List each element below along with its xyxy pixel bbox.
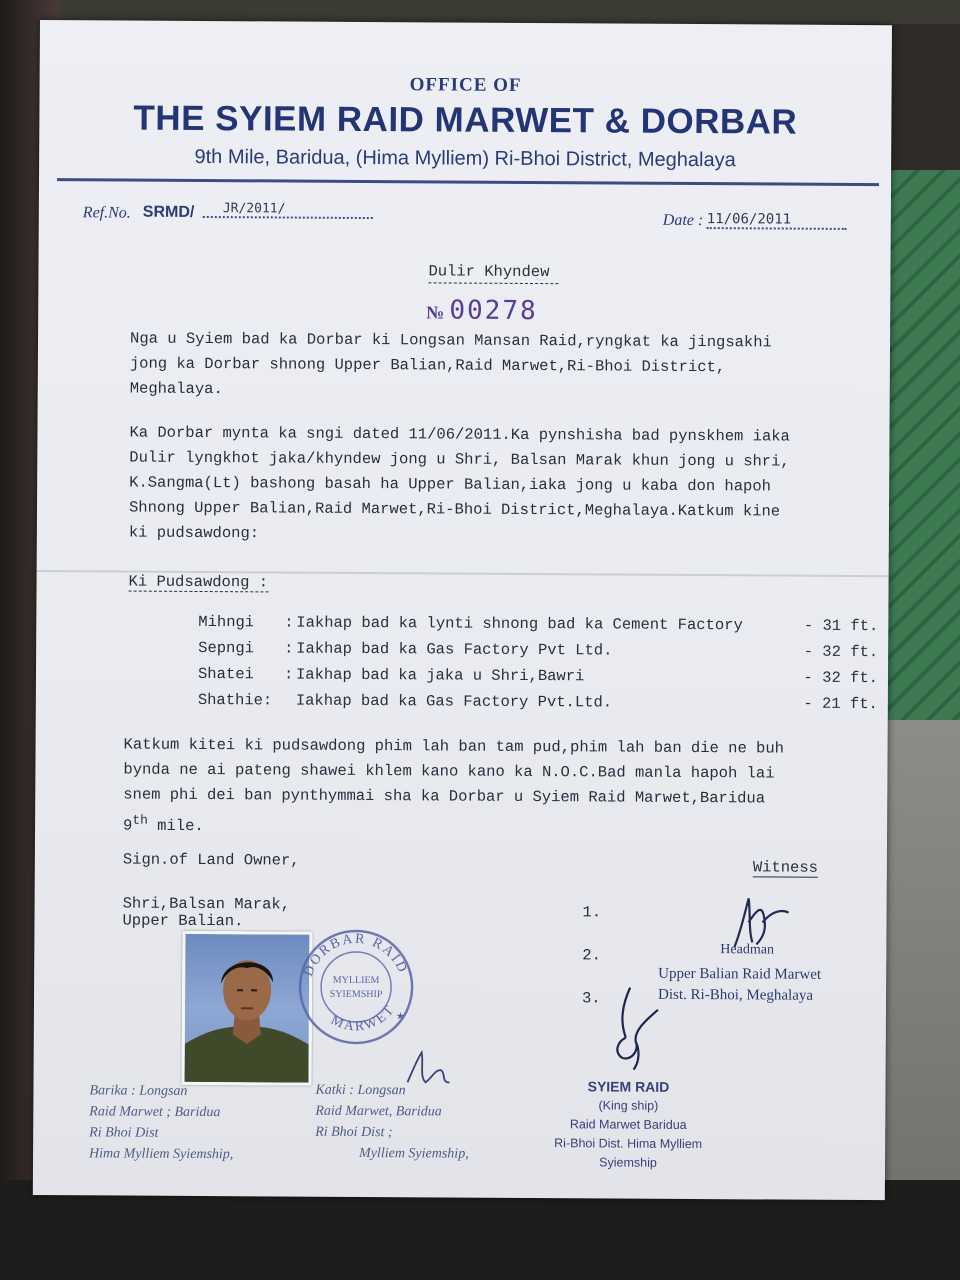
headman-office-stamp [658, 964, 878, 1007]
letterhead-org-name: THE SYIEM RAID MARWET & DORBAR [133, 98, 798, 142]
paragraph-line: Meghalaya. [129, 379, 223, 399]
seal-middle-2: SYIEMSHIP [329, 988, 383, 1001]
paragraph-line: ki pudsawdong: [128, 523, 260, 543]
paragraph-line-last [123, 808, 863, 844]
paragraph-line: snem phi dei ban pynthymmai sha ka Dorbar u Syiem Raid Marwet,Baridua [123, 785, 766, 808]
boundary-side: Mihngi [198, 612, 255, 632]
serial-prefix: № [426, 302, 445, 323]
owner-name-block [122, 896, 290, 931]
seal-bottom-text [328, 1002, 398, 1035]
boundary-side: Shathie: [197, 690, 273, 710]
owner-name: Shri,Balsan Marak, [122, 894, 291, 914]
serial-number [426, 295, 538, 326]
boundary-row [198, 613, 878, 641]
date-label: Date : [662, 211, 704, 230]
stamp-line: Syiemship [599, 1155, 657, 1170]
document-page [33, 20, 892, 1200]
paragraph-line: Katkum kitei ki pudsawdong phim lah ban tam pud,phim lah ban die ne buh [123, 735, 785, 758]
stamp-line: Raid Marwet Baridua [569, 1117, 687, 1132]
owner-photo [181, 931, 312, 1086]
ref-prefix: SRMD/ [142, 203, 195, 221]
syiem-signature [600, 981, 681, 1073]
date-value: 11/06/2011 [707, 211, 847, 230]
boundary-distance: - 31 ft. [803, 616, 879, 636]
stamp-line: Barika : Longsan [89, 1083, 188, 1099]
syiem-raid-stamp [513, 1077, 744, 1173]
headman-line: Dist. Ri-Bhoi, Meghalaya [658, 986, 814, 1004]
boundaries-heading [129, 573, 269, 592]
letterhead-rule [57, 178, 879, 186]
ref-value: JR/2011/ [203, 201, 373, 219]
paragraph-2 [129, 421, 870, 551]
headman-title: Headman [720, 942, 775, 958]
paragraph-line: Nga u Syiem bad ka Dorbar ki Longsan Mansan Raid,ryngkat ka jingsakhi [130, 329, 772, 352]
boundary-desc: Iakhap bad ka jaka u Shri,Bawri [295, 665, 585, 686]
stamp-line: Ri Bhoi Dist [89, 1125, 159, 1141]
paragraph-3 [123, 733, 864, 844]
boundary-colon: : [283, 665, 294, 684]
boundaries-heading-text: Ki Pudsawdong : [128, 572, 269, 592]
stamp-line: SYIEM RAID [587, 1078, 670, 1095]
boundary-row [198, 691, 878, 719]
stamp-line: Mylliem Syiemship, [359, 1145, 469, 1162]
boundary-distance: - 32 ft. [803, 668, 879, 688]
seal-star-icon: ★ [395, 1011, 405, 1023]
boundary-desc: Iakhap bad ka Gas Factory Pvt.Ltd. [295, 691, 613, 712]
boundary-side: Sepngi [198, 638, 255, 658]
headman-line: Upper Balian Raid Marwet [658, 965, 822, 983]
boundary-desc: Iakhap bad ka Gas Factory Pvt Ltd. [296, 639, 613, 660]
witness-label: Witness [752, 858, 819, 877]
mile-suffix: th [132, 812, 148, 828]
stamp-line: Hima Mylliem Syiemship, [89, 1146, 234, 1163]
dorbar-raid-seal [296, 927, 417, 1048]
mile-text: mile. [147, 816, 204, 836]
boundary-desc: Iakhap bad ka lynti shnong bad ka Cement Factory [296, 613, 743, 635]
seal-middle-1: MYLLIEM [332, 974, 380, 987]
ref-label: Ref.No. [82, 204, 131, 222]
seal-bottom-path: MARWET [328, 1002, 399, 1035]
boundary-row [198, 665, 878, 693]
stamp-line: Ri-Bhoi Dist. Hima Mylliem [554, 1136, 703, 1152]
paragraph-line: Dulir lyngkhot jaka/khyndew jong u Shri, Balsan Marak khun jong u shri, [129, 448, 790, 471]
sign-land-owner-label: Sign.of Land Owner, [122, 850, 300, 870]
witness-number: 2. [582, 946, 601, 965]
boundary-colon: : [284, 639, 294, 658]
barika-stamp [89, 1080, 310, 1165]
stamp-line: Raid Marwet ; Baridua [89, 1104, 221, 1121]
paragraph-line: jong ka Dorbar shnong Upper Balian,Raid Marwet,Ri-Bhoi District, [129, 354, 726, 377]
boundary-colon: : [284, 613, 294, 632]
paragraph-1 [130, 327, 870, 407]
owner-place: Upper Balian. [122, 911, 244, 931]
document-heading: Dulir Khyndew [428, 262, 550, 282]
boundary-distance: - 32 ft. [803, 642, 879, 662]
boundary-side: Shatei [197, 664, 254, 684]
seal-top-path: DORBAR RAID [301, 931, 411, 979]
witness-number: 1. [582, 903, 602, 922]
stamp-line: Katki : Longsan [315, 1082, 406, 1099]
boundary-distance: - 21 ft. [803, 694, 878, 714]
boundary-row [198, 639, 878, 667]
stamp-line: Ri Bhoi Dist ; [315, 1124, 393, 1141]
paragraph-line: Shnong Upper Balian,Raid Marwet,Ri-Bhoi District,Meghalaya.Katkum kine [128, 498, 781, 521]
letterhead-address: 9th Mile, Baridua, (Hima Mylliem) Ri-Bhoi District, Meghalaya [194, 145, 736, 172]
person-portrait-icon [185, 934, 310, 1083]
heading-underline [428, 282, 558, 284]
serial-value: 00278 [449, 295, 538, 327]
seal-top-text [301, 931, 410, 979]
witness-number: 3. [581, 989, 601, 1008]
stamp-line: (King ship) [598, 1098, 659, 1113]
letterhead-office-of: OFFICE OF [409, 74, 522, 96]
mile-number: 9 [123, 816, 133, 835]
stamp-line: Raid Marwet, Baridua [315, 1103, 442, 1120]
paragraph-line: K.Sangma(Lt) bashong basah ha Upper Balian,iaka jong u kaba don hapoh [129, 473, 772, 496]
paragraph-line: Ka Dorbar mynta ka sngi dated 11/06/2011.Ka pynshisha bad pynskhem iaka [129, 423, 790, 446]
paragraph-line: bynda ne ai pateng shawei khlem kano kano ka N.O.C.Bad manla hapoh lai [123, 760, 775, 783]
